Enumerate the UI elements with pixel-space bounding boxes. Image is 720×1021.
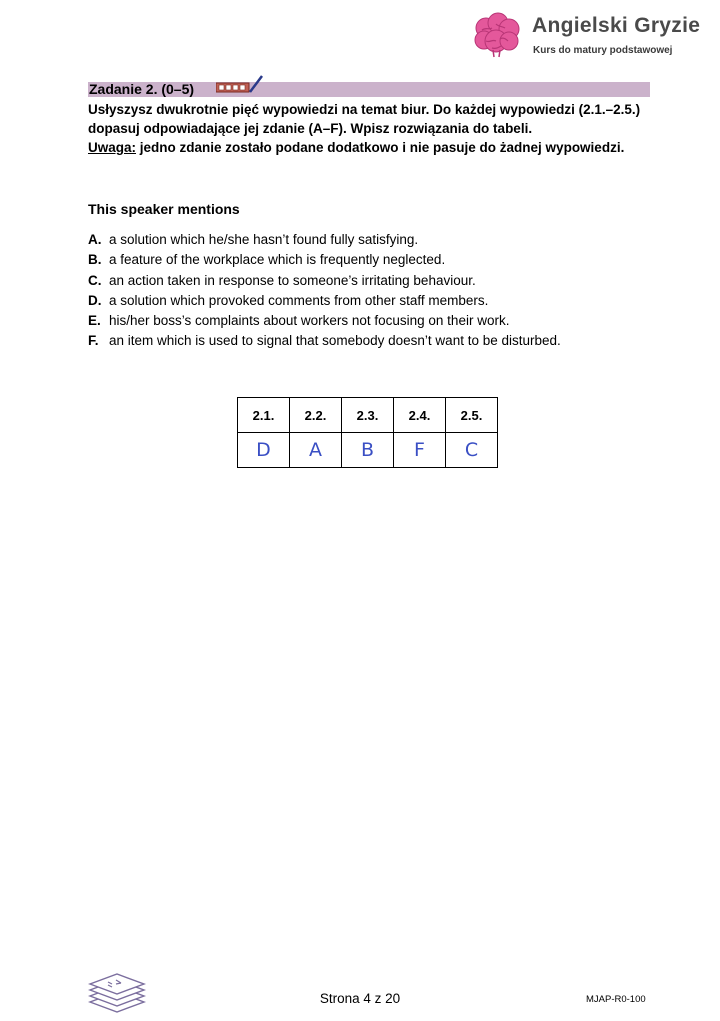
brand-logo [472,12,702,62]
answer-cell[interactable]: A [290,433,342,468]
warning-text: jedno zdanie zostało podane dodatkowo i nie pasuje do żadnej wypowiedzi. [136,140,625,155]
instruction-warning [88,138,668,157]
answer-cell[interactable]: B [342,433,394,468]
option-letter: F. [88,333,99,349]
task-instructions [88,100,668,157]
instruction-line-2: dopasuj odpowiadające jej zdanie (A–F). Wpisz rozwiązania do tabeli. [88,121,533,136]
page-number: Strona 4 z 20 [319,991,401,1006]
option-letter: C. [88,272,102,288]
options-list [88,230,561,352]
answer-number: 2.3. [342,398,394,433]
warning-label: Uwaga: [88,140,137,155]
answer-number: 2.1. [238,398,290,433]
answer-numbers-row [238,398,498,433]
option-text: a feature of the workplace which is frequently neglected. [109,252,446,268]
answer-cell[interactable]: D [238,433,290,468]
option-text: a solution which he/she hasn’t found fully satisfying. [109,232,419,247]
option-e [88,311,561,331]
cd-pen-icon [216,74,266,96]
option-c [88,271,561,291]
option-letter: E. [88,313,101,329]
task-header [88,82,650,97]
option-text: a solution which provoked comments from other staff members. [109,292,489,308]
document-code: MJAP-R0-100 [586,994,646,1005]
option-a [88,230,561,250]
answer-number: 2.4. [394,398,446,433]
answer-table [237,397,498,468]
option-d [88,291,561,311]
option-b [88,250,561,270]
answer-values-row [238,433,498,468]
answer-cell[interactable]: C [446,433,498,468]
option-letter: B. [88,252,102,268]
answer-number: 2.2. [290,398,342,433]
answer-cell[interactable]: F [394,433,446,468]
option-text: an item which is used to signal that somebody doesn’t want to be disturbed. [109,333,561,349]
brand-tagline: Kurs do matury podstawowej [533,45,673,56]
option-text: his/her boss’s complaints about workers not focusing on their work. [109,313,510,329]
option-letter: A. [88,232,102,247]
option-letter: D. [88,292,102,308]
answer-number: 2.5. [446,398,498,433]
task-title: Zadanie 2. (0–5) [89,81,195,97]
question-prompt: This speaker mentions [88,201,240,217]
instruction-line-1: Usłyszysz dwukrotnie pięć wypowiedzi na temat biur. Do każdej wypowiedzi (2.1.–2.5.) [88,102,641,117]
option-text: an action taken in response to someone’s irritating behaviour. [109,272,476,288]
brand-name: Angielski Gryzie [532,14,701,37]
brain-icon [472,12,522,58]
option-f [88,331,561,351]
